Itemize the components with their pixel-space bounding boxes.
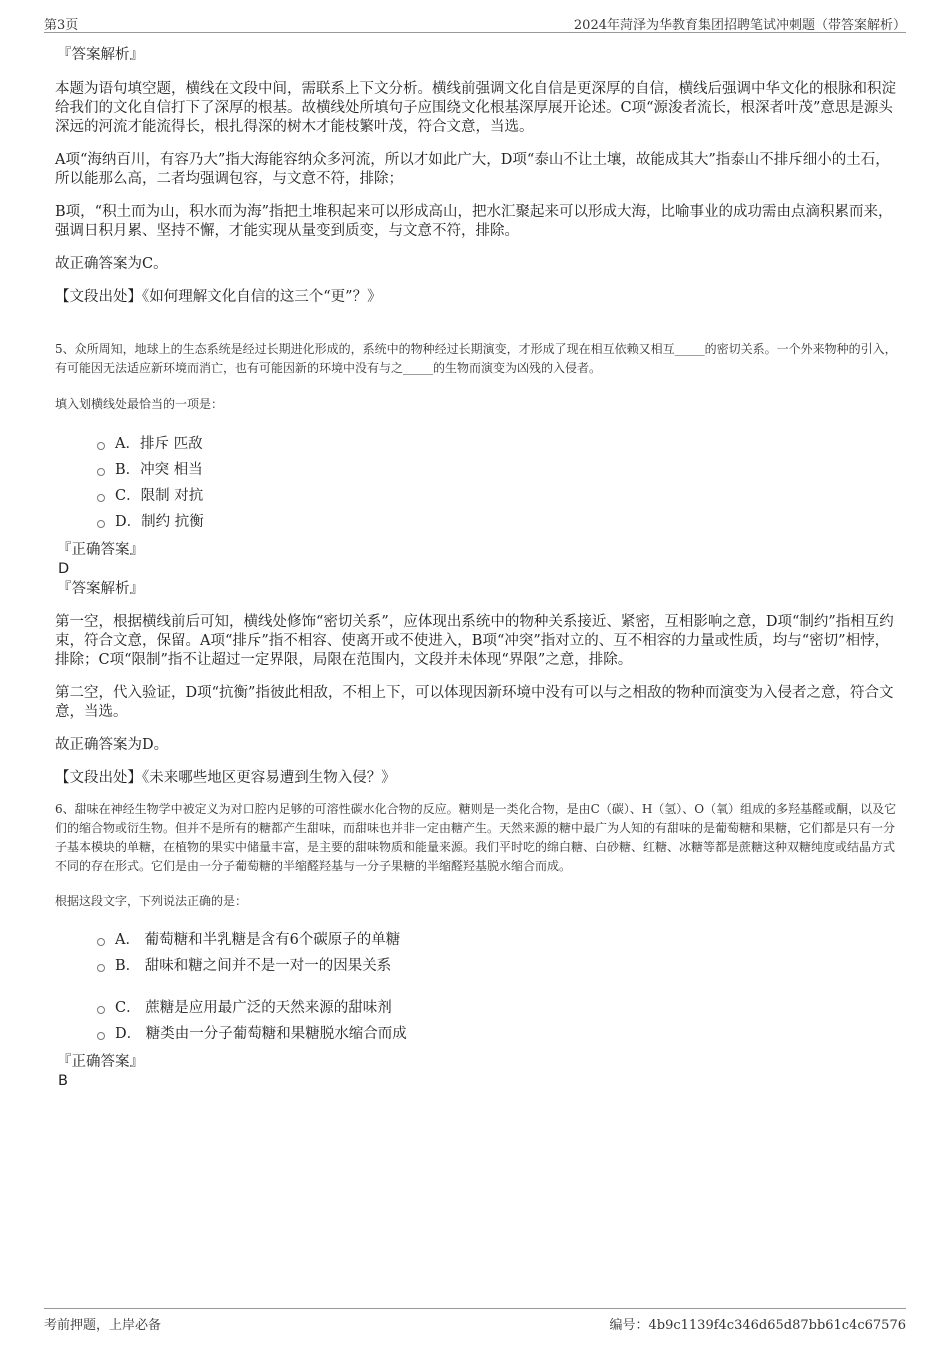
radio-icon[interactable] — [97, 938, 105, 946]
q4-analysis-heading: 『答案解析』 — [57, 47, 144, 63]
q5-correct-heading: 『正确答案』 — [57, 542, 144, 558]
radio-icon[interactable] — [97, 442, 105, 450]
q6-option-a[interactable]: A． 葡萄糖和半乳糖是含有6个碳原子的单糖 — [97, 927, 900, 953]
q5-analysis-heading: 『答案解析』 — [57, 581, 144, 597]
q4-analysis-para-3: B项，“积土而为山，积水而为海”指把土堆积起来可以形成高山，把水汇聚起来可以形成大海，比喻事业的成功需由点滴积累而来，强调日积月累、坚持不懈，才能实现从量变到质变，与文意不符，排除。 — [55, 204, 893, 239]
q5-conclusion: 故正确答案为D。 — [55, 737, 169, 753]
q5-prompt: 填入划横线处最恰当的一项是： — [55, 397, 224, 411]
q5-option-b[interactable]: B．冲突 相当 — [97, 457, 900, 483]
q6-stem: 6、甜味在神经生物学中被定义为对口腔内足够的可溶性碳水化合物的反应。糖则是一类化合物，是由C（碳）、H（氢）、O（氧）组成的多羟基醛或酮，以及它们的缩合物或衍生物。但并不是所有的糖都产生甜味，而甜味也并非一定由糖产生。天然来源的糖中最广为人知的有甜味的是葡萄糖和果糖，它们都是只有一分子基本模块的单糖，在植物的果实中储量丰富，是主要的甜味物质和能量来源。我们平时吃的绵白糖、白砂糖、红糖、冰糖等都是蔗糖这种双糖纯度或结晶方式不同的存在形式。它们是由一分子葡萄糖的半缩醛羟基与一分子果糖的半缩醛羟基脱水缩合而成。 — [55, 802, 897, 873]
page-number: 第3页 — [44, 18, 79, 33]
q4-analysis-para-1: 本题为语句填空题，横线在文段中间，需联系上下文分析。横线前强调文化自信是更深厚的自信，横线后强调中华文化的根脉和积淀给我们的文化自信打下了深厚的根基。故横线处所填句子应围绕文化根基深厚展开论述。C项“源浚者流长，根深者叶茂”意思是源头深远的河流才能流得长，根扎得深的树木才能枝繁叶茂，符合文意，当选。 — [55, 81, 896, 135]
q6-option-c[interactable]: C． 蔗糖是应用最广泛的天然来源的甜味剂 — [97, 995, 900, 1021]
document-code: 编号：4b9c1139f4c346d65d87bb61c4c67576 — [609, 1318, 906, 1333]
q6-option-b[interactable]: B． 甜味和糖之间并不是一对一的因果关系 — [97, 953, 900, 979]
q5-analysis-para-2: 第二空，代入验证，D项“抗衡”指彼此相敌，不相上下，可以体现因新环境中没有可以与之相敌的物种而演变为入侵者之意，符合文意，当选。 — [55, 685, 894, 720]
radio-icon[interactable] — [97, 964, 105, 972]
page-footer — [44, 1308, 906, 1331]
radio-icon[interactable] — [97, 520, 105, 528]
q4-conclusion: 故正确答案为C。 — [55, 256, 168, 272]
footer-slogan: 考前押题，上岸必备 — [44, 1318, 162, 1333]
radio-icon[interactable] — [97, 1006, 105, 1014]
q4-source: 【文段出处】《如何理解文化自信的这三个“更”？》 — [55, 289, 382, 305]
radio-icon[interactable] — [97, 1032, 105, 1040]
q5-option-d[interactable]: D．制约 抗衡 — [97, 509, 900, 535]
q4-analysis-para-2: A项“海纳百川，有容乃大”指大海能容纳众多河流，所以才如此广大，D项“泰山不让土壤，故能成其大”指泰山不排斥细小的土石，所以能那么高，二者均强调包容，与文意不符，排除； — [55, 152, 890, 187]
q5-correct-answer: D — [58, 561, 70, 577]
q5-option-a[interactable]: A．排斥 匹敌 — [97, 431, 900, 457]
q6-options — [55, 927, 900, 1047]
q5-stem: 5、众所周知，地球上的生态系统是经过长期进化形成的，系统中的物种经过长期演变，才形成了现在相互依赖又相互_____的密切关系。一个外来物种的引入，有可能因无法适应新环境而消亡，也有可能因新的环境中没有与之_____的生物而演变为凶残的入侵者。 — [55, 342, 897, 375]
q6-correct-answer: B — [58, 1073, 68, 1089]
page-content — [55, 46, 900, 1090]
document-title: 2024年菏泽为华教育集团招聘笔试冲刺题（带答案解析） — [573, 18, 906, 33]
q5-source: 【文段出处】《未来哪些地区更容易遭到生物入侵？》 — [55, 770, 396, 786]
radio-icon[interactable] — [97, 494, 105, 502]
q5-analysis-para-1: 第一空，根据横线前后可知，横线处修饰“密切关系”，应体现出系统中的物种关系接近、紧密，互相影响之意，D项“制约”指相互约束，符合文意，保留。A项“排斥”指不相容、使离开或不使进入，B项“冲突”指对立的、互不相容的力量或性质，均与“密切”相悖，排除；C项“限制”指不让超过一定界限，局限在范围内，文段并未体现“界限”之意，排除。 — [55, 614, 894, 668]
q5-options — [55, 431, 900, 535]
q6-prompt: 根据这段文字，下列说法正确的是： — [55, 894, 248, 908]
q6-correct-heading: 『正确答案』 — [57, 1054, 144, 1070]
q6-option-d[interactable]: D． 糖类由一分子葡萄糖和果糖脱水缩合而成 — [97, 1021, 900, 1047]
q5-option-c[interactable]: C．限制 对抗 — [97, 483, 900, 509]
page-header — [44, 12, 906, 33]
radio-icon[interactable] — [97, 468, 105, 476]
